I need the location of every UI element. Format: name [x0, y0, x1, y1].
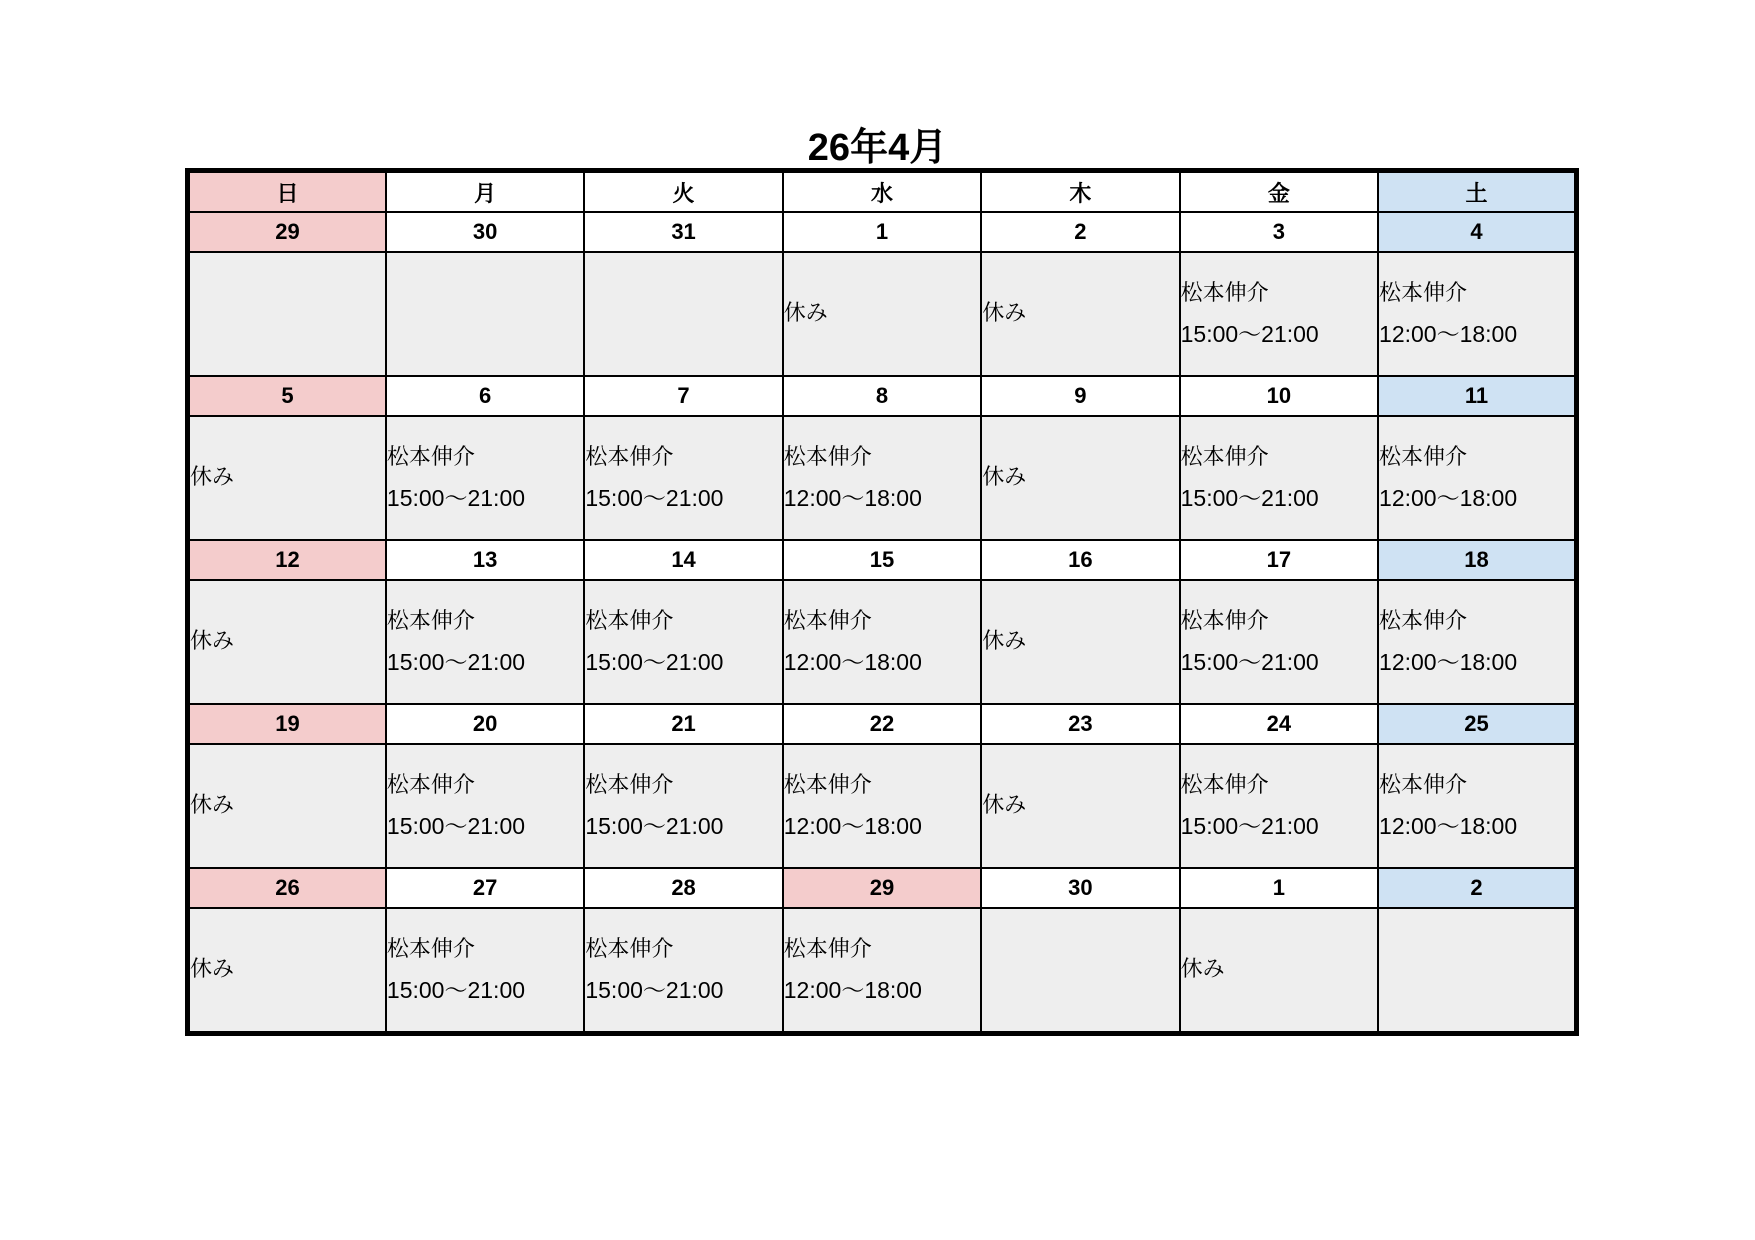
date-cell: 3: [1180, 212, 1378, 252]
shift-time: 15:00〜21:00: [585, 485, 724, 511]
schedule-cell[interactable]: [188, 252, 386, 376]
date-cell: 6: [386, 376, 584, 416]
day-off-label: 休み: [783, 301, 828, 326]
schedule-cell[interactable]: [584, 252, 782, 376]
shift-time: 15:00〜21:00: [386, 813, 526, 839]
date-cell: 29: [783, 868, 981, 908]
staff-name: 松本伸介: [1180, 773, 1269, 798]
date-cell: 10: [1180, 376, 1378, 416]
weekday-header: 土: [1378, 171, 1576, 213]
schedule-cell[interactable]: [1378, 908, 1576, 1034]
staff-name: 松本伸介: [1180, 445, 1269, 470]
schedule-cell[interactable]: [584, 580, 782, 704]
date-cell: 31: [584, 212, 782, 252]
shift-time: 15:00〜21:00: [1180, 813, 1319, 839]
date-row: [188, 212, 1577, 252]
calendar-grid: [185, 168, 1579, 1036]
weekday-header: 日: [188, 171, 386, 213]
staff-name: 松本伸介: [783, 445, 872, 470]
schedule-cell[interactable]: [981, 908, 1179, 1034]
schedule-cell[interactable]: [1378, 416, 1576, 540]
weekday-header: 火: [584, 171, 782, 213]
content-row: [188, 580, 1577, 704]
shift-time: 15:00〜21:00: [1180, 321, 1319, 347]
schedule-cell[interactable]: [783, 416, 981, 540]
schedule-cell[interactable]: [188, 416, 386, 540]
shift-time: 15:00〜21:00: [585, 813, 724, 839]
day-off-label: 休み: [190, 465, 235, 490]
weekday-header: 金: [1180, 171, 1378, 213]
schedule-cell[interactable]: [1180, 744, 1378, 868]
date-cell: 17: [1180, 540, 1378, 580]
shift-time: 15:00〜21:00: [585, 977, 724, 1003]
content-row: [188, 744, 1577, 868]
schedule-cell[interactable]: [584, 744, 782, 868]
shift-time: 15:00〜21:00: [585, 649, 724, 675]
weekday-header: 水: [783, 171, 981, 213]
staff-name: 松本伸介: [783, 937, 872, 962]
shift-time: 15:00〜21:00: [1180, 485, 1319, 511]
date-row: [188, 868, 1577, 908]
staff-name: 松本伸介: [1379, 445, 1468, 470]
staff-name: 松本伸介: [1379, 609, 1468, 634]
date-cell: 20: [386, 704, 584, 744]
date-cell: 25: [1378, 704, 1576, 744]
day-off-label: 休み: [190, 793, 235, 818]
schedule-cell[interactable]: [981, 744, 1179, 868]
date-cell: 11: [1378, 376, 1576, 416]
schedule-cell[interactable]: [981, 580, 1179, 704]
schedule-cell[interactable]: [584, 908, 782, 1034]
calendar-title: 26年4月: [807, 127, 948, 169]
day-off-label: 休み: [982, 793, 1027, 818]
schedule-cell[interactable]: [1378, 252, 1576, 376]
staff-name: 松本伸介: [386, 773, 475, 798]
date-cell: 30: [981, 868, 1179, 908]
date-cell: 4: [1378, 212, 1576, 252]
staff-name: 松本伸介: [783, 773, 872, 798]
shift-time: 15:00〜21:00: [386, 485, 526, 511]
staff-name: 松本伸介: [585, 445, 674, 470]
schedule-cell[interactable]: [981, 252, 1179, 376]
staff-name: 松本伸介: [1379, 773, 1468, 798]
staff-name: 松本伸介: [1379, 281, 1468, 306]
staff-name: 松本伸介: [783, 609, 872, 634]
date-cell: 21: [584, 704, 782, 744]
shift-time: 15:00〜21:00: [1180, 649, 1319, 675]
day-off-label: 休み: [982, 465, 1027, 490]
schedule-cell[interactable]: [386, 744, 584, 868]
staff-name: 松本伸介: [386, 937, 475, 962]
shift-time: 12:00〜18:00: [783, 485, 922, 511]
weekday-header-row: [188, 171, 1577, 213]
staff-name: 松本伸介: [585, 937, 674, 962]
date-cell: 2: [981, 212, 1179, 252]
date-cell: 23: [981, 704, 1179, 744]
content-row: [188, 252, 1577, 376]
staff-name: 松本伸介: [1180, 281, 1269, 306]
date-cell: 12: [188, 540, 386, 580]
schedule-cell[interactable]: [783, 744, 981, 868]
day-off-label: 休み: [190, 957, 235, 982]
schedule-cell[interactable]: [386, 580, 584, 704]
shift-time: 12:00〜18:00: [1379, 649, 1518, 675]
schedule-cell[interactable]: [1378, 744, 1576, 868]
schedule-cell[interactable]: [584, 416, 782, 540]
date-cell: 13: [386, 540, 584, 580]
schedule-cell[interactable]: [386, 908, 584, 1034]
schedule-cell[interactable]: [783, 580, 981, 704]
shift-time: 12:00〜18:00: [1379, 485, 1518, 511]
date-cell: 2: [1378, 868, 1576, 908]
schedule-cell[interactable]: [1180, 580, 1378, 704]
date-cell: 28: [584, 868, 782, 908]
shift-time: 12:00〜18:00: [1379, 321, 1518, 347]
date-row: [188, 376, 1577, 416]
day-off-label: 休み: [190, 629, 235, 654]
date-cell: 1: [1180, 868, 1378, 908]
schedule-cell[interactable]: [386, 252, 584, 376]
schedule-cell[interactable]: [1378, 580, 1576, 704]
staff-name: 松本伸介: [386, 445, 475, 470]
schedule-cell[interactable]: [1180, 252, 1378, 376]
schedule-cell[interactable]: [188, 744, 386, 868]
shift-time: 12:00〜18:00: [783, 813, 922, 839]
weekday-header: 月: [386, 171, 584, 213]
day-off-label: 休み: [982, 301, 1027, 326]
shift-time: 12:00〜18:00: [1379, 813, 1518, 839]
shift-time: 12:00〜18:00: [783, 977, 922, 1003]
date-cell: 29: [188, 212, 386, 252]
day-off-label: 休み: [1180, 957, 1225, 982]
schedule-cell[interactable]: [1180, 908, 1378, 1034]
date-cell: 14: [584, 540, 782, 580]
weekday-header: 木: [981, 171, 1179, 213]
date-cell: 16: [981, 540, 1179, 580]
schedule-cell[interactable]: [386, 416, 584, 540]
schedule-cell[interactable]: [188, 908, 386, 1034]
staff-name: 松本伸介: [1180, 609, 1269, 634]
schedule-cell[interactable]: [783, 252, 981, 376]
date-cell: 19: [188, 704, 386, 744]
shift-time: 15:00〜21:00: [386, 977, 526, 1003]
date-cell: 7: [584, 376, 782, 416]
date-cell: 18: [1378, 540, 1576, 580]
date-cell: 30: [386, 212, 584, 252]
date-row: [188, 540, 1577, 580]
day-off-label: 休み: [982, 629, 1027, 654]
date-cell: 5: [188, 376, 386, 416]
content-row: [188, 416, 1577, 540]
schedule-cell[interactable]: [783, 908, 981, 1034]
schedule-cell[interactable]: [1180, 416, 1378, 540]
staff-name: 松本伸介: [585, 773, 674, 798]
content-row: [188, 908, 1577, 1034]
schedule-cell[interactable]: [188, 580, 386, 704]
shift-time: 12:00〜18:00: [783, 649, 922, 675]
staff-name: 松本伸介: [386, 609, 475, 634]
shift-time: 15:00〜21:00: [386, 649, 526, 675]
date-cell: 8: [783, 376, 981, 416]
date-cell: 15: [783, 540, 981, 580]
date-cell: 26: [188, 868, 386, 908]
schedule-cell[interactable]: [981, 416, 1179, 540]
date-cell: 27: [386, 868, 584, 908]
date-cell: 24: [1180, 704, 1378, 744]
date-cell: 9: [981, 376, 1179, 416]
date-cell: 22: [783, 704, 981, 744]
date-row: [188, 704, 1577, 744]
date-cell: 1: [783, 212, 981, 252]
staff-name: 松本伸介: [585, 609, 674, 634]
